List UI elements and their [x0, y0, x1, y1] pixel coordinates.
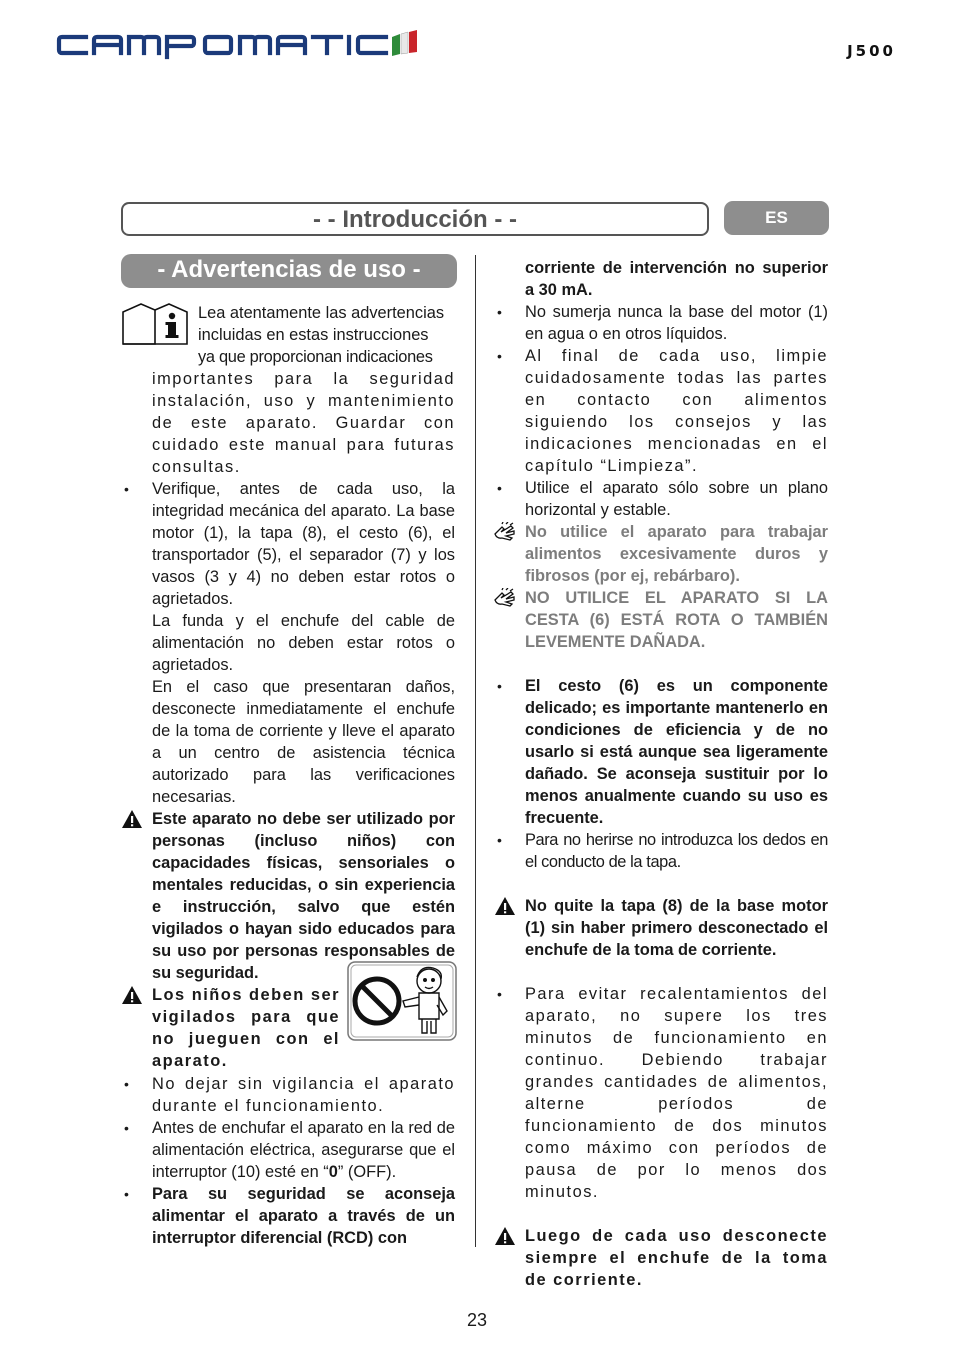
warning-item — [152, 808, 455, 984]
bullet-text: La funda y el enchufe del cable de alimentación no deben estar rotos o agrietados. — [152, 612, 455, 674]
warning-item — [525, 1225, 828, 1291]
intro-line-3: ya que proporcionan indicaciones — [198, 348, 433, 366]
warning-text: Este aparato no debe ser utilizado por personas (incluso niños) con capacidades físicas, sensoriales o mentales reducidas, o sin experiencia e instrucción, salvo que estén vigilados o hayan sido educados para su uso por personas responsables de su seguridad. — [152, 810, 455, 982]
warning-text: Luego de cada uso desconecte siempre el enchufe de la toma de corriente. — [525, 1227, 828, 1289]
subsection-title: - Advertencias de uso - — [121, 254, 457, 288]
warning-item — [525, 895, 828, 961]
bullet-text: Al final de cada uso, limpie cuidadosamente todas las partes en contacto con alimentos siguiendo los consejos y las indicaciones mencionadas en el capítulo “Limpieza”. — [525, 347, 828, 475]
warning-text: Los niños deben ser vigilados para que no jueguen con el aparato. — [152, 986, 340, 1070]
bullet-text: Para no herirse no introduzca los dedos en el conducto de la tapa. — [525, 831, 828, 871]
hand-pointer-icon — [492, 588, 516, 610]
intro-line-2: incluidas en estas instrucciones — [198, 326, 429, 344]
bullet-text: No dejar sin vigilancia el aparato durante el funcionamiento. — [152, 1075, 455, 1115]
bullet-icon: • — [124, 1076, 129, 1092]
campomatic-logo — [56, 30, 418, 60]
hand-warning-item — [525, 587, 828, 653]
bullet-icon: • — [497, 348, 502, 364]
hand-pointer-icon — [492, 522, 516, 544]
warning-text: No quite la tapa (8) de la base motor (1) sin haber primero desconectado el enchufe de la toma de corriente. — [525, 897, 828, 959]
section-title: - - Introducción - - — [121, 202, 709, 236]
list-item — [497, 829, 828, 873]
list-item — [124, 478, 455, 808]
bullet-icon: • — [497, 304, 502, 320]
page-number: 23 — [466, 1310, 488, 1330]
bullet-text: En el caso que presentaran daños, desconecte inmediatamente el enchufe de la toma de corriente y lleve el aparato a un centro de asistencia técnica autorizado para las verificaciones necesarias. — [152, 678, 455, 806]
bullet-text: No sumerja nunca la base del motor (1) en agua o en otros líquidos. — [525, 303, 828, 343]
intro-line-1: Lea atentamente las advertencias — [198, 304, 445, 322]
warning-item — [152, 984, 340, 1072]
bullet-text: El cesto (6) es un componente delicado; es importante mantenerlo en condiciones de eficiencia y de no usarlo si está aunque sea ligeramente dañado. Se aconseja sustituir por lo menos anualmente cuando su uso es frecuente. — [525, 677, 828, 827]
bullet-icon: • — [124, 481, 129, 497]
hand-warning-text: No utilice el aparato para trabajar alimentos excesivamente duros y fibrosos (por ej, rebárbaro). — [525, 523, 828, 585]
bullet-icon: • — [124, 1120, 129, 1136]
bullet-icon: • — [497, 480, 502, 496]
info-manual-icon — [121, 302, 189, 346]
bullet-text: Utilice el aparato sólo sobre un plano horizontal y estable. — [525, 479, 828, 519]
model-number: J500 — [847, 42, 896, 60]
language-badge: ES — [724, 201, 829, 235]
list-item — [124, 1183, 455, 1249]
bullet-icon: • — [497, 986, 502, 1002]
continued-text: corriente de intervención no superior a 30 mA. — [525, 259, 828, 299]
list-item — [497, 675, 828, 829]
intro-paragraph: importantes para la seguridad instalación, uso y mantenimiento de este aparato. Guardar con cuidado este manual para futuras consultas. — [152, 370, 455, 476]
list-item — [124, 1073, 455, 1117]
bullet-text: Para su seguridad se aconseja alimentar el aparato a través de un interruptor diferencial (RCD) con — [152, 1185, 455, 1247]
list-item — [497, 345, 828, 477]
bullet-icon: • — [497, 678, 502, 694]
list-item — [497, 477, 828, 521]
bullet-text: Para evitar recalentamientos del aparato, no supere los tres minutos de funcionamiento en continuo. Debiendo trabajar grandes cantidades de alimentos, alterne períodos de funcionamiento de dos minutos como máximo con períodos de pausa de por lo menos dos minutos. — [525, 985, 828, 1201]
column-divider — [475, 255, 476, 1247]
list-item — [124, 1117, 455, 1183]
warning-triangle-icon — [494, 896, 516, 916]
list-item — [497, 983, 828, 1203]
warning-triangle-icon — [121, 809, 143, 829]
warning-triangle-icon — [494, 1226, 516, 1246]
hand-warning-text: NO UTILICE EL APARATO SI LA CESTA (6) ESTÁ ROTA O TAMBIÉN LEVEMENTE DAÑADA. — [525, 589, 828, 651]
bullet-icon: • — [497, 832, 502, 848]
hand-warning-item — [525, 521, 828, 587]
no-children-illustration — [347, 961, 457, 1041]
list-item — [497, 301, 828, 345]
bullet-text: Antes de enchufar el aparato en la red de alimentación eléctrica, asegurarse que el interruptor (10) esté en “0” (OFF). — [152, 1119, 455, 1181]
bullet-icon: • — [124, 1186, 129, 1202]
bullet-text: Verifique, antes de cada uso, la integridad mecánica del aparato. La base motor (1), la tapa (8), el cesto (6), el transportador (5), el separador (7) y los vasos (3 y 4) no deben estar rotos o agrietados. — [152, 480, 455, 608]
warning-triangle-icon — [121, 985, 143, 1005]
